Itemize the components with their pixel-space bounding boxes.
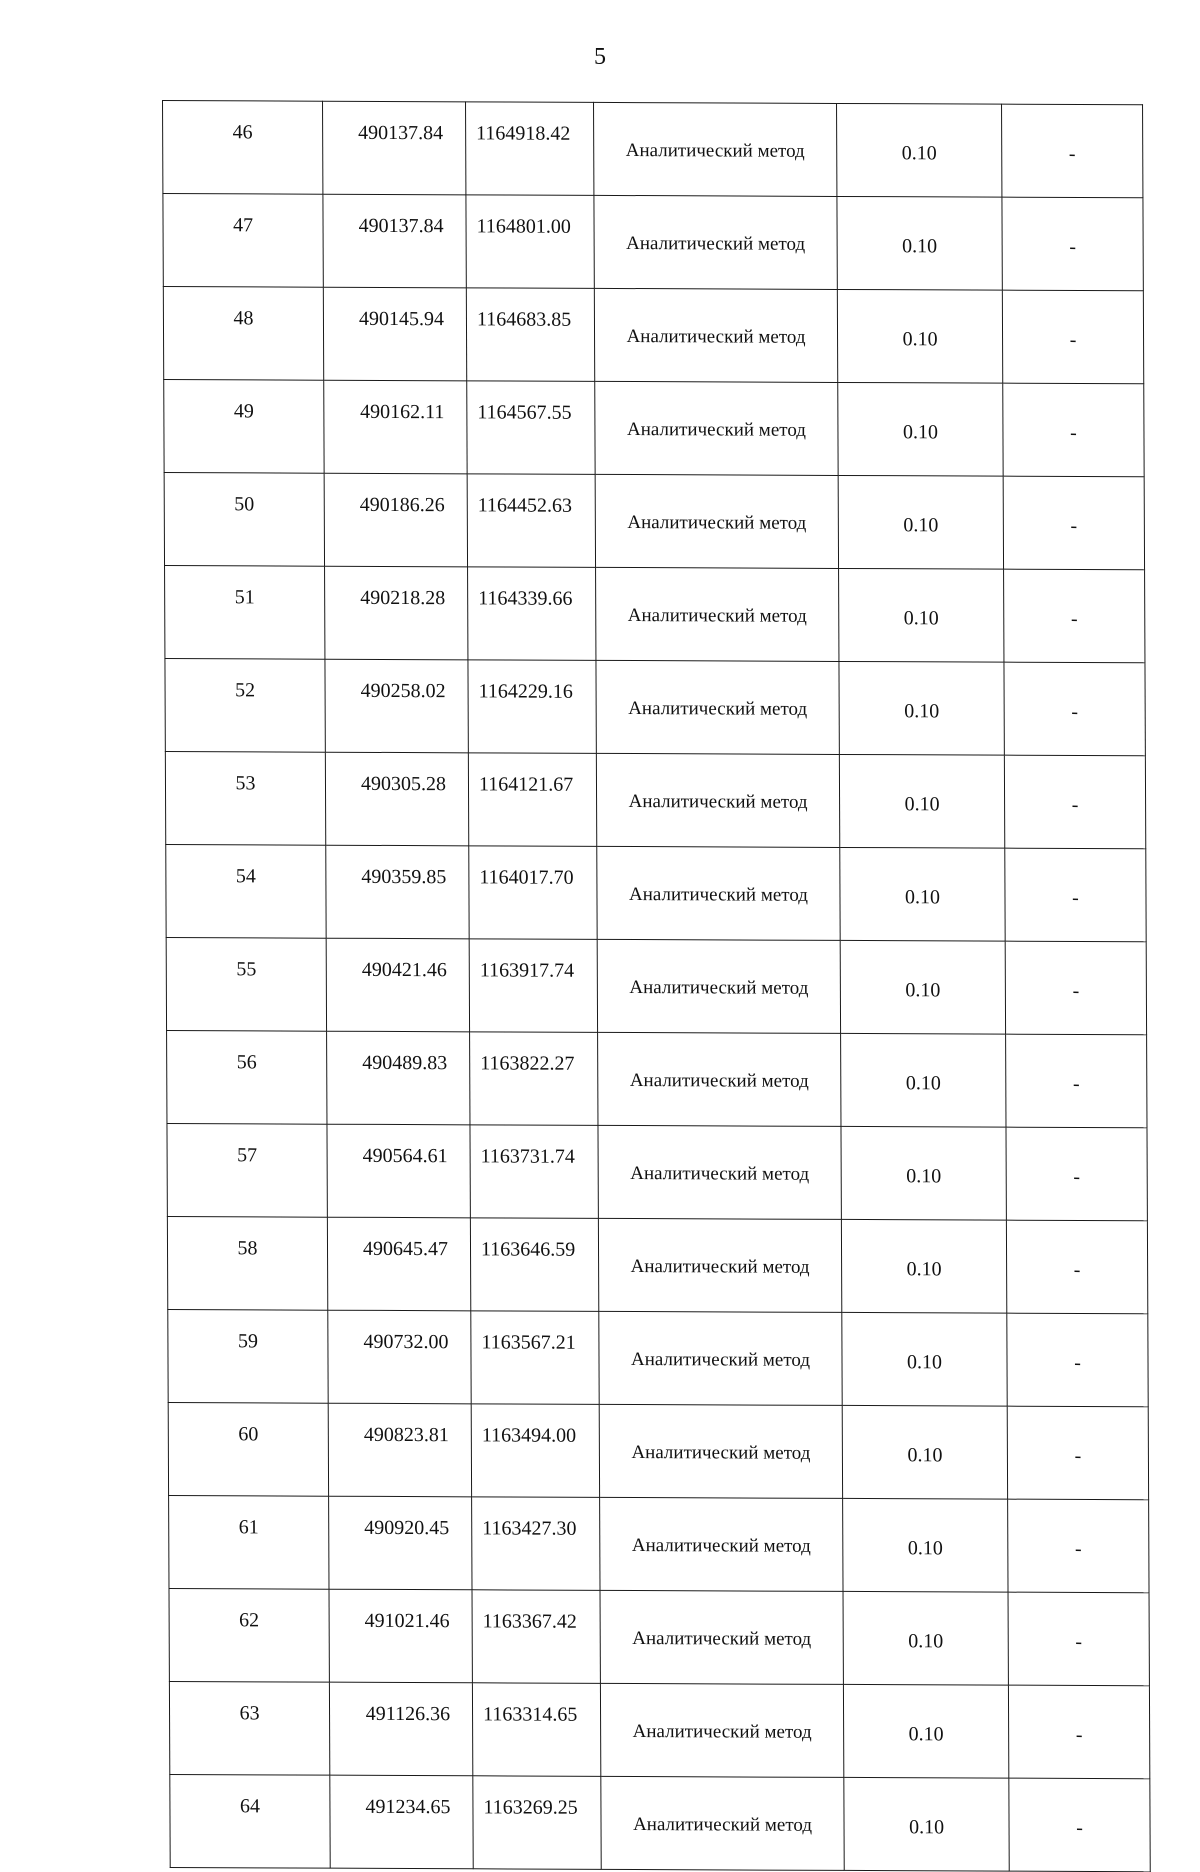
method-cell: Аналитический метод	[594, 288, 837, 382]
point-number-cell: 52	[165, 658, 325, 752]
y-coordinate-cell: 1164339.66	[468, 567, 596, 661]
y-coordinate-cell: 1163427.30	[472, 1497, 600, 1591]
method-cell: Аналитический метод	[598, 1032, 841, 1126]
accuracy-cell: 0.10	[844, 1777, 1009, 1871]
point-number-cell: 55	[166, 937, 326, 1031]
note-cell: -	[1002, 104, 1143, 198]
x-coordinate-cell: 490258.02	[325, 659, 468, 753]
y-coordinate-cell: 1164017.70	[469, 846, 597, 940]
point-number-cell: 64	[170, 1774, 330, 1868]
table-row	[167, 1030, 1147, 1127]
method-cell: Аналитический метод	[595, 381, 838, 475]
x-coordinate-cell: 490920.45	[329, 1496, 472, 1590]
x-coordinate-cell: 491126.36	[329, 1682, 472, 1776]
point-number-cell: 62	[169, 1588, 329, 1682]
accuracy-cell: 0.10	[838, 475, 1003, 569]
note-cell: -	[1006, 1127, 1147, 1221]
note-cell: -	[1003, 476, 1144, 570]
point-number-cell: 53	[165, 751, 325, 845]
note-cell: -	[1005, 941, 1146, 1035]
point-number-cell: 60	[168, 1402, 328, 1496]
note-cell: -	[1002, 290, 1143, 384]
point-number-cell: 46	[163, 101, 323, 195]
y-coordinate-cell: 1163731.74	[470, 1125, 598, 1219]
accuracy-cell: 0.10	[839, 568, 1004, 662]
method-cell: Аналитический метод	[598, 1125, 841, 1219]
accuracy-cell: 0.10	[837, 289, 1002, 383]
page-number: 5	[594, 44, 606, 70]
accuracy-cell: 0.10	[837, 196, 1002, 290]
accuracy-cell: 0.10	[842, 1312, 1007, 1406]
method-cell: Аналитический метод	[595, 474, 838, 568]
note-cell: -	[1006, 1220, 1147, 1314]
method-cell: Аналитический метод	[598, 1218, 841, 1312]
table-row	[165, 658, 1145, 755]
y-coordinate-cell: 1164452.63	[467, 474, 595, 568]
table-row	[166, 937, 1146, 1034]
table-row	[170, 1774, 1150, 1871]
point-number-cell: 48	[163, 287, 323, 381]
x-coordinate-cell: 490218.28	[325, 566, 468, 660]
x-coordinate-cell: 490421.46	[326, 938, 469, 1032]
coordinates-table	[162, 100, 1151, 1872]
table-row	[169, 1588, 1149, 1685]
note-cell: -	[1006, 1034, 1147, 1128]
x-coordinate-cell: 490732.00	[328, 1310, 471, 1404]
x-coordinate-cell: 490305.28	[325, 752, 468, 846]
accuracy-cell: 0.10	[839, 661, 1004, 755]
point-number-cell: 54	[166, 844, 326, 938]
method-cell: Аналитический метод	[600, 1590, 843, 1684]
x-coordinate-cell: 491021.46	[329, 1589, 472, 1683]
point-number-cell: 47	[163, 194, 323, 288]
table-row	[168, 1309, 1148, 1406]
accuracy-cell: 0.10	[839, 754, 1004, 848]
accuracy-cell: 0.10	[843, 1684, 1008, 1778]
note-cell: -	[1007, 1406, 1148, 1500]
x-coordinate-cell: 490645.47	[327, 1217, 470, 1311]
note-cell: -	[1003, 383, 1144, 477]
y-coordinate-cell: 1164567.55	[467, 381, 595, 475]
point-number-cell: 58	[167, 1216, 327, 1310]
method-cell: Аналитический метод	[594, 102, 837, 196]
accuracy-cell: 0.10	[838, 382, 1003, 476]
point-number-cell: 56	[167, 1030, 327, 1124]
y-coordinate-cell: 1163822.27	[470, 1032, 598, 1126]
table-row	[164, 472, 1144, 569]
y-coordinate-cell: 1164683.85	[466, 288, 594, 382]
x-coordinate-cell: 490823.81	[328, 1403, 471, 1497]
method-cell: Аналитический метод	[601, 1776, 844, 1870]
method-cell: Аналитический метод	[596, 567, 839, 661]
method-cell: Аналитический метод	[599, 1311, 842, 1405]
y-coordinate-cell: 1163494.00	[471, 1404, 599, 1498]
point-number-cell: 49	[164, 379, 324, 473]
x-coordinate-cell: 490359.85	[326, 845, 469, 939]
point-number-cell: 63	[169, 1681, 329, 1775]
table-row	[166, 844, 1146, 941]
accuracy-cell: 0.10	[843, 1498, 1008, 1592]
accuracy-cell: 0.10	[840, 847, 1005, 941]
note-cell: -	[1004, 569, 1145, 663]
note-cell: -	[1008, 1592, 1149, 1686]
y-coordinate-cell: 1163567.21	[471, 1311, 599, 1405]
note-cell: -	[1008, 1499, 1149, 1593]
accuracy-cell: 0.10	[837, 103, 1002, 197]
method-cell: Аналитический метод	[596, 753, 839, 847]
table-row	[167, 1123, 1147, 1220]
x-coordinate-cell: 490162.11	[324, 380, 467, 474]
point-number-cell: 51	[165, 565, 325, 659]
x-coordinate-cell: 491234.65	[330, 1775, 473, 1869]
y-coordinate-cell: 1163646.59	[470, 1218, 598, 1312]
method-cell: Аналитический метод	[596, 660, 839, 754]
note-cell: -	[1004, 755, 1145, 849]
method-cell: Аналитический метод	[599, 1404, 842, 1498]
point-number-cell: 61	[169, 1495, 329, 1589]
y-coordinate-cell: 1164121.67	[468, 753, 596, 847]
table-row	[168, 1402, 1148, 1499]
accuracy-cell: 0.10	[842, 1405, 1007, 1499]
point-number-cell: 59	[168, 1309, 328, 1403]
point-number-cell: 50	[164, 472, 324, 566]
note-cell: -	[1004, 662, 1145, 756]
x-coordinate-cell: 490137.84	[323, 101, 466, 195]
accuracy-cell: 0.10	[841, 1033, 1006, 1127]
table-row	[165, 565, 1145, 662]
point-number-cell: 57	[167, 1123, 327, 1217]
y-coordinate-cell: 1163917.74	[469, 939, 597, 1033]
method-cell: Аналитический метод	[594, 195, 837, 289]
note-cell: -	[1002, 197, 1143, 291]
table-row	[169, 1681, 1149, 1778]
note-cell: -	[1007, 1313, 1148, 1407]
accuracy-cell: 0.10	[841, 1219, 1006, 1313]
table-row	[163, 101, 1143, 198]
table-row	[165, 751, 1145, 848]
y-coordinate-cell: 1164229.16	[468, 660, 596, 754]
y-coordinate-cell: 1164801.00	[466, 195, 594, 289]
method-cell: Аналитический метод	[600, 1497, 843, 1591]
x-coordinate-cell: 490145.94	[323, 287, 466, 381]
y-coordinate-cell: 1163367.42	[472, 1590, 600, 1684]
note-cell: -	[1008, 1685, 1149, 1779]
accuracy-cell: 0.10	[840, 940, 1005, 1034]
table-row	[163, 287, 1143, 384]
accuracy-cell: 0.10	[843, 1591, 1008, 1685]
table-row	[169, 1495, 1149, 1592]
x-coordinate-cell: 490489.83	[327, 1031, 470, 1125]
table-body	[163, 101, 1151, 1872]
table-row	[163, 194, 1143, 291]
note-cell: -	[1009, 1778, 1150, 1872]
x-coordinate-cell: 490137.84	[323, 194, 466, 288]
y-coordinate-cell: 1164918.42	[466, 102, 594, 196]
method-cell: Аналитический метод	[597, 846, 840, 940]
method-cell: Аналитический метод	[597, 939, 840, 1033]
y-coordinate-cell: 1163314.65	[472, 1683, 600, 1777]
method-cell: Аналитический метод	[600, 1683, 843, 1777]
note-cell: -	[1005, 848, 1146, 942]
x-coordinate-cell: 490564.61	[327, 1124, 470, 1218]
y-coordinate-cell: 1163269.25	[473, 1776, 601, 1870]
table-row	[167, 1216, 1147, 1313]
accuracy-cell: 0.10	[841, 1126, 1006, 1220]
x-coordinate-cell: 490186.26	[324, 473, 467, 567]
table-row	[164, 379, 1144, 476]
